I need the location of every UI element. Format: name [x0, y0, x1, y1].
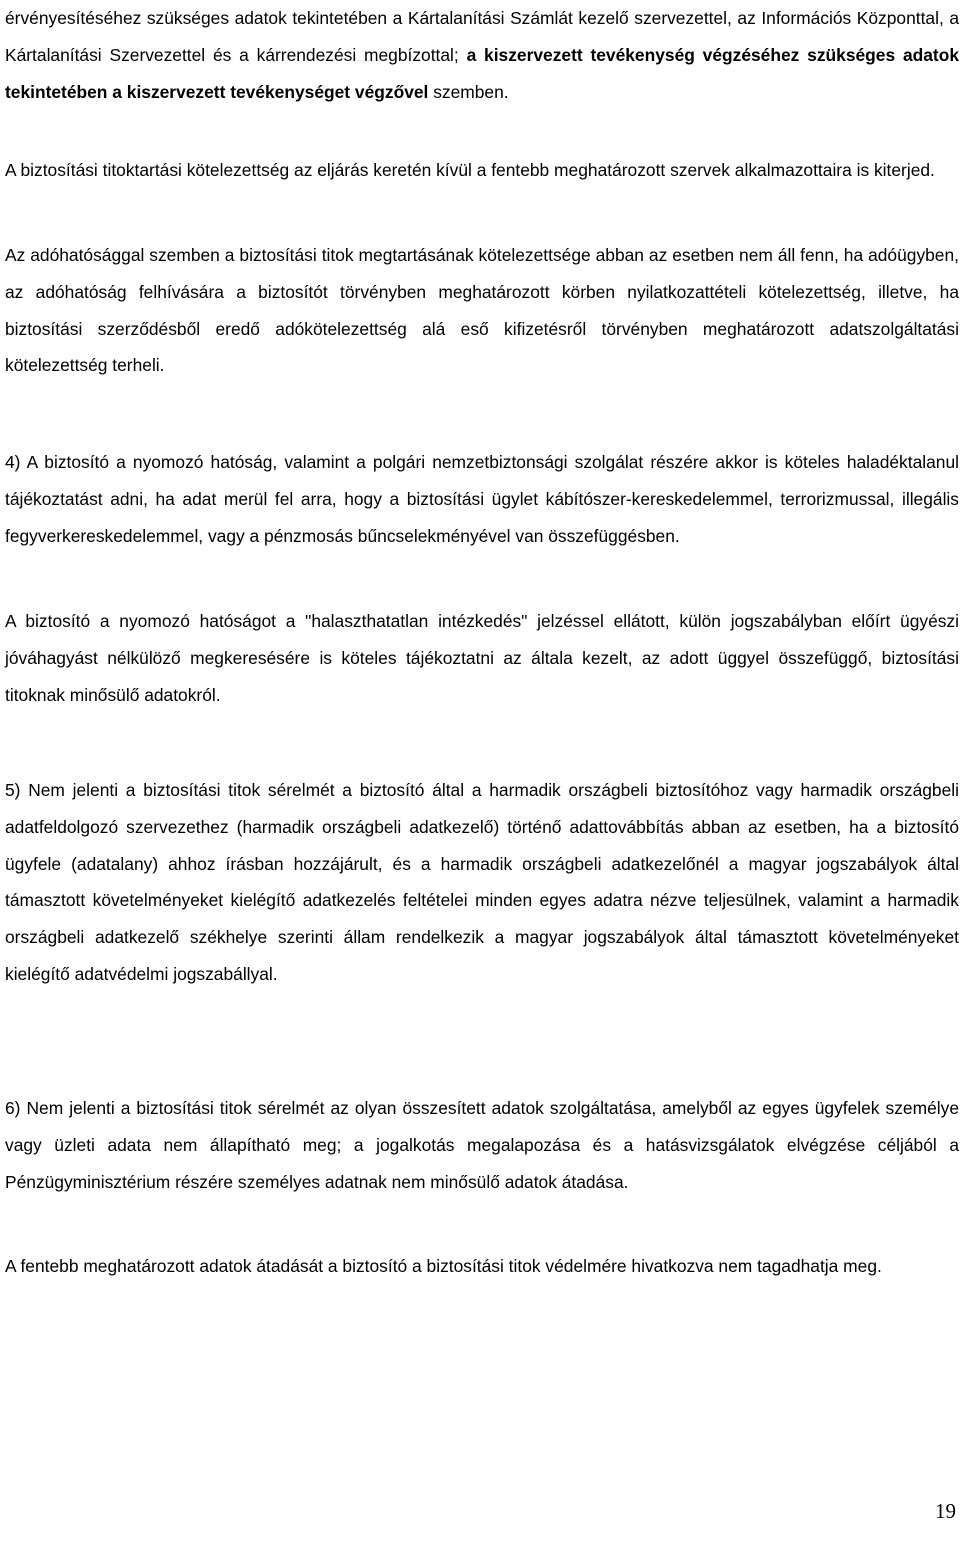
paragraph-section-6: 6) Nem jelenti a biztosítási titok sérelmét az olyan összesített adatok szolgáltatása, amelyből az egyes ügyfelek személye vagy üzleti adata nem állapítható meg; a jogalkotás megalapozása és a hatásvizsgálatok elvégzése céljából a Pénzügyminisztérium részére személyes adatnak nem minősülő adatok átadása. [5, 1098, 959, 1192]
paragraph-section-5: 5) Nem jelenti a biztosítási titok sérelmét a biztosító által a harmadik országbeli biztosítóhoz vagy harmadik országbeli adatfeldolgozó szervezethez (harmadik országbeli adatkezelő) történő adattovábbítás abban az esetben, ha a biztosító ügyfele (adatalany) ahhoz írásban hozzájárult, és a harmadik országbeli adatkezelőnél a magyar jogszabályok által támasztott követelményeket kielégítő adatkezelés feltételei minden egyes adatra nézve teljesülnek, valamint a harmadik országbeli adatkezelő székhelye szerinti állam rendelkezik a magyar jogszabályok által támasztott követelményeket kielégítő adatvédelmi jogszabállyal. [5, 780, 959, 984]
paragraph-section-4: 4) A biztosító a nyomozó hatóság, valamint a polgári nemzetbiztonsági szolgálat részére akkor is köteles haladéktalanul tájékoztatást adni, ha adat merül fel arra, hogy a biztosítási ügylet kábítószer-kereskedelemmel, terrorizmussal, illegális fegyverkereskedelemmel, vagy a pénzmosás bűncselekményével van összefüggésben. [5, 452, 959, 546]
paragraph-continuation [5, 0, 959, 110]
paragraph-urgent-measure: A biztosító a nyomozó hatóságot a "halaszthatatlan intézkedés" jelzéssel ellátott, külön jogszabályban előírt ügyészi jóváhagyást nélkülöző megkeresésére is köteles tájékoztatni az általa kezelt, az adott üggyel összefüggő, biztosítási titoknak minősülő adatokról. [5, 611, 959, 705]
page-number: 19 [935, 1499, 956, 1523]
paragraph-tax-authority: Az adóhatósággal szemben a biztosítási titok megtartásának kötelezettsége abban az esetben nem áll fenn, ha adóügyben, az adóhatóság felhívására a biztosítót törvényben meghatározott körben nyilatkozattételi kötelezettség, illetve, ha biztosítási szerződésből eredő adókötelezettség alá eső kifizetésről törvényben meghatározott adatszolgáltatási kötelezettség terheli. [5, 245, 959, 376]
paragraph-confidentiality-scope: A biztosítási titoktartási kötelezettség az eljárás keretén kívül a fentebb meghatározott szervek alkalmazottaira is kiterjed. [5, 160, 935, 180]
paragraph-final: A fentebb meghatározott adatok átadását a biztosító a biztosítási titok védelmére hivatkozva nem tagadhatja meg. [5, 1256, 882, 1276]
paragraph-text: érvényesítéséhez szükséges adatok tekintetében a Kártalanítási Számlát kezelő szervezettel, az Információs Központtal, a Kártalanítási Szervezettel és a kárrendezési megbízottal; [5, 8, 959, 65]
paragraph-text: szemben. [428, 81, 509, 102]
paragraph-bold-text: a kiszervezett tevékenység végzéséhez szükséges adatok tekintetében a kiszervezett tevékenységet végzővel [5, 44, 959, 102]
